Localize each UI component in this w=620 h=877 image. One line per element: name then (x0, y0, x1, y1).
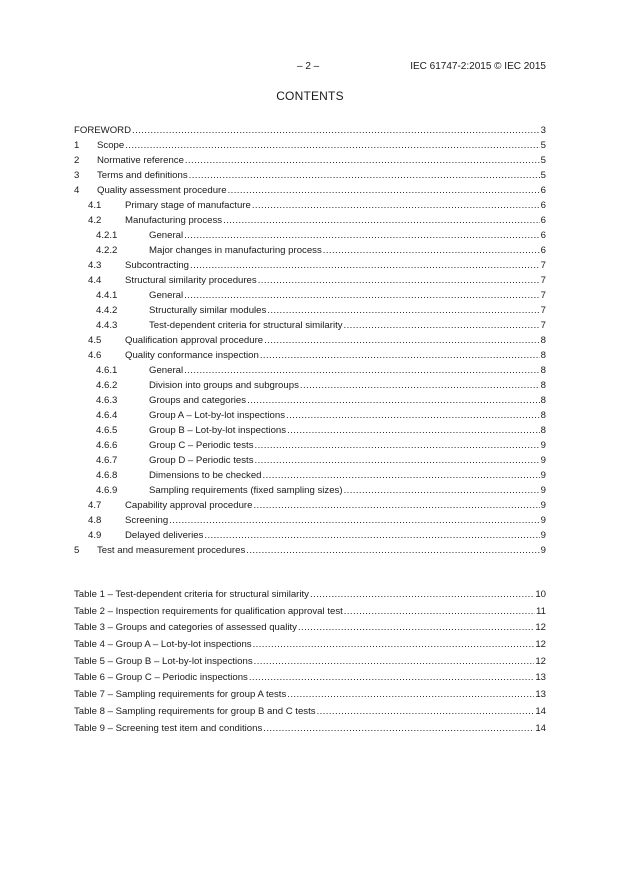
toc-entry[interactable] (74, 198, 546, 213)
toc-entry-number: 5 (74, 545, 80, 556)
toc-entry[interactable] (74, 183, 546, 198)
table-list-entry-title: Table 7 – Sampling requirements for group A tests (74, 689, 287, 701)
toc-entry-title: Sampling requirements (fixed sampling sizes) (149, 485, 343, 496)
toc-entry-title: Manufacturing process (125, 215, 223, 226)
dot-leader (253, 498, 539, 513)
dot-leader (228, 183, 540, 198)
toc-entry-number: 4.2.2 (96, 245, 118, 256)
dot-leader (249, 670, 534, 687)
dot-leader (253, 637, 535, 654)
page-reference: 5 (540, 170, 546, 181)
table-list-entry-title: Table 1 – Test-dependent criteria for structural similarity (74, 589, 309, 600)
toc-entry-title: Primary stage of manufacture (125, 200, 251, 211)
toc-entry-title: Dimensions to be checked (149, 470, 262, 481)
toc-entry-title: Group A – Lot-by-lot inspections (149, 410, 285, 421)
dot-leader (189, 168, 540, 183)
toc-entry-title: Quality conformance inspection (125, 350, 259, 361)
dot-leader (263, 721, 534, 738)
page-reference: 6 (540, 200, 546, 211)
dot-leader (267, 303, 539, 318)
toc-entry[interactable] (74, 483, 546, 498)
table-list-entry-title: Table 5 – Group B – Lot-by-lot inspections (74, 655, 253, 667)
dot-leader (258, 273, 540, 288)
toc-entry-title: Test and measurement procedures (97, 545, 246, 556)
toc-entry-title: Test-dependent criteria for structural similarity (149, 320, 343, 331)
table-list-entry[interactable] (74, 654, 546, 671)
toc-entry-number: 4.6.1 (96, 365, 118, 376)
page-reference: 14 (535, 722, 546, 734)
dot-leader (184, 363, 540, 378)
toc-entry[interactable] (74, 453, 546, 468)
page-reference: 9 (540, 455, 546, 466)
table-list-entry-title: Table 8 – Sampling requirements for group B and C tests (74, 705, 316, 717)
dot-leader (184, 288, 540, 303)
table-of-contents (74, 123, 546, 558)
toc-entry[interactable] (74, 438, 546, 453)
page-reference: 12 (535, 622, 546, 634)
toc-entry[interactable] (74, 243, 546, 258)
toc-entry[interactable] (74, 528, 546, 543)
toc-entry-number: 4.8 (88, 515, 102, 526)
page-reference: 9 (540, 530, 546, 541)
dot-leader (255, 438, 540, 453)
toc-entry-title: Group D – Periodic tests (149, 455, 254, 466)
toc-entry-number: 4.6 (88, 350, 102, 361)
toc-entry-title: Subcontracting (125, 260, 189, 271)
toc-entry-number: 4.4.2 (96, 305, 118, 316)
page-reference: 8 (540, 410, 546, 421)
table-list-entry[interactable] (74, 687, 546, 704)
page-reference: 9 (540, 470, 546, 481)
toc-entry-number: 4.7 (88, 500, 102, 511)
page-reference: 5 (540, 140, 546, 151)
page-number: – 2 – (297, 61, 320, 72)
toc-entry-number: 4.6.3 (96, 395, 118, 406)
table-list-entry-title: FOREWORD (74, 125, 132, 136)
page-reference: 7 (540, 305, 546, 316)
toc-entry-number: 4.2.1 (96, 230, 118, 241)
dot-leader (190, 258, 540, 273)
dot-leader (298, 620, 534, 637)
dot-leader (300, 378, 540, 393)
toc-entry-title: General (149, 365, 184, 376)
toc-entry-title: Division into groups and subgroups (149, 380, 299, 391)
toc-entry-number: 4.6.6 (96, 440, 118, 451)
toc-entry[interactable] (74, 393, 546, 408)
page-reference: 6 (540, 245, 546, 256)
toc-entry[interactable] (74, 363, 546, 378)
toc-entry[interactable] (74, 498, 546, 513)
toc-entry-number: 4.6.7 (96, 455, 118, 466)
dot-leader (254, 654, 535, 671)
page-reference: 6 (540, 215, 546, 226)
toc-entry-number: 4.3 (88, 260, 102, 271)
toc-entry[interactable] (74, 288, 546, 303)
page-reference: 14 (535, 705, 546, 717)
toc-entry-number: 4.6.2 (96, 380, 118, 391)
toc-entry-title: Quality assessment procedure (97, 185, 227, 196)
dot-leader (252, 198, 540, 213)
toc-entry[interactable] (74, 153, 546, 168)
dot-leader (286, 408, 540, 423)
toc-entry[interactable] (74, 228, 546, 243)
page-reference: 12 (535, 655, 546, 667)
page-reference: 12 (535, 639, 546, 651)
dot-leader (247, 393, 540, 408)
page-reference: 11 (536, 605, 546, 617)
page-reference: 13 (535, 689, 546, 701)
table-list-entry[interactable] (74, 670, 546, 687)
toc-entry-number: 4.4.3 (96, 320, 118, 331)
page-reference: 8 (540, 380, 546, 391)
list-of-tables (74, 587, 546, 737)
toc-entry[interactable] (74, 423, 546, 438)
page-reference: 6 (540, 230, 546, 241)
dot-leader (263, 468, 540, 483)
dot-leader (184, 228, 540, 243)
toc-entry[interactable] (74, 258, 546, 273)
page-reference: 6 (540, 185, 546, 196)
dot-leader (344, 483, 540, 498)
toc-entry-number: 4.6.8 (96, 470, 118, 481)
toc-entry[interactable] (74, 348, 546, 363)
page-reference: 7 (540, 275, 546, 286)
page-reference: 8 (540, 425, 546, 436)
table-list-entry[interactable] (74, 123, 546, 138)
toc-entry-title: Group B – Lot-by-lot inspections (149, 425, 287, 436)
toc-entry-number: 4.4 (88, 275, 102, 286)
toc-entry-title: Screening (125, 515, 169, 526)
dot-leader (246, 543, 539, 558)
toc-entry[interactable] (74, 543, 546, 558)
dot-leader (260, 348, 540, 363)
table-list-entry-title: Table 6 – Group C – Periodic inspections (74, 672, 248, 684)
toc-entry-title: Scope (97, 140, 125, 151)
page-reference: 8 (540, 395, 546, 406)
table-list-entry-title: Table 2 – Inspection requirements for qualification approval test (74, 605, 343, 617)
toc-entry[interactable] (74, 303, 546, 318)
toc-entry-title: Qualification approval procedure (125, 335, 264, 346)
table-list-entry[interactable] (74, 620, 546, 637)
toc-entry-title: Groups and categories (149, 395, 247, 406)
dot-leader (255, 453, 540, 468)
page-reference: 9 (540, 440, 546, 451)
page-reference: 7 (540, 290, 546, 301)
dot-leader (344, 318, 540, 333)
toc-entry[interactable] (74, 513, 546, 528)
page-reference: 8 (540, 350, 546, 361)
page-reference: 9 (540, 545, 546, 556)
toc-entry[interactable] (74, 378, 546, 393)
page-reference: 8 (540, 335, 546, 346)
toc-entry[interactable] (74, 273, 546, 288)
dot-leader (204, 528, 539, 543)
toc-entry-number: 4 (74, 185, 80, 196)
toc-entry[interactable] (74, 408, 546, 423)
toc-entry-title: Normative reference (97, 155, 184, 166)
dot-leader (264, 333, 540, 348)
page-reference: 7 (540, 260, 546, 271)
toc-entry-number: 4.6.4 (96, 410, 118, 421)
toc-entry-title: Capability approval procedure (125, 500, 253, 511)
toc-entry-title: General (149, 230, 184, 241)
dot-leader (169, 513, 539, 528)
table-list-entry[interactable] (74, 704, 546, 721)
toc-entry-number: 4.4.1 (96, 290, 118, 301)
toc-entry-title: General (149, 290, 184, 301)
toc-entry-number: 2 (74, 155, 80, 166)
table-list-entry[interactable] (74, 587, 546, 604)
toc-entry[interactable] (74, 468, 546, 483)
page-reference: 10 (535, 589, 546, 600)
dot-leader (125, 138, 539, 153)
toc-entry-title: Structurally similar modules (149, 305, 267, 316)
page-reference: 7 (540, 320, 546, 331)
table-list-entry[interactable] (74, 637, 546, 654)
toc-entry-title: Group C – Periodic tests (149, 440, 254, 451)
dot-leader (344, 604, 535, 621)
dot-leader (317, 704, 535, 721)
toc-entry-title: Major changes in manufacturing process (149, 245, 322, 256)
page-reference: 5 (540, 155, 546, 166)
toc-entry[interactable] (74, 138, 546, 153)
page-title: CONTENTS (276, 89, 344, 103)
toc-entry[interactable] (74, 318, 546, 333)
table-list-entry-title: Table 3 – Groups and categories of assessed quality (74, 622, 297, 634)
toc-entry-number: 4.5 (88, 335, 102, 346)
page-reference: 9 (540, 485, 546, 496)
toc-entry[interactable] (74, 213, 546, 228)
dot-leader (287, 423, 540, 438)
dot-leader (323, 243, 540, 258)
toc-entry-number: 4.9 (88, 530, 102, 541)
toc-entry-title: Structural similarity procedures (125, 275, 257, 286)
page-reference: 8 (540, 365, 546, 376)
toc-entry-title: Delayed deliveries (125, 530, 204, 541)
page-reference: 3 (540, 125, 546, 136)
dot-leader (223, 213, 540, 228)
toc-entry[interactable] (74, 168, 546, 183)
dot-leader (132, 123, 540, 138)
toc-entry-number: 4.6.9 (96, 485, 118, 496)
page-header (0, 61, 620, 75)
dot-leader (287, 687, 534, 704)
dot-leader (185, 153, 540, 168)
table-list-entry[interactable] (74, 604, 546, 621)
page-reference: 9 (540, 500, 546, 511)
toc-entry-title: Terms and definitions (97, 170, 188, 181)
dot-leader (310, 587, 534, 604)
toc-entry-number: 4.1 (88, 200, 102, 211)
toc-entry-number: 4.2 (88, 215, 102, 226)
table-list-entry-title: Table 4 – Group A – Lot-by-lot inspections (74, 639, 252, 651)
table-list-entry[interactable] (74, 721, 546, 738)
toc-entry-number: 3 (74, 170, 80, 181)
page-reference: 13 (535, 672, 546, 684)
toc-entry-number: 1 (74, 140, 80, 151)
toc-entry-number: 4.6.5 (96, 425, 118, 436)
document-reference: IEC 61747-2:2015 © IEC 2015 (410, 61, 546, 72)
table-list-entry-title: Table 9 – Screening test item and conditions (74, 722, 263, 734)
page-reference: 9 (540, 515, 546, 526)
toc-entry[interactable] (74, 333, 546, 348)
